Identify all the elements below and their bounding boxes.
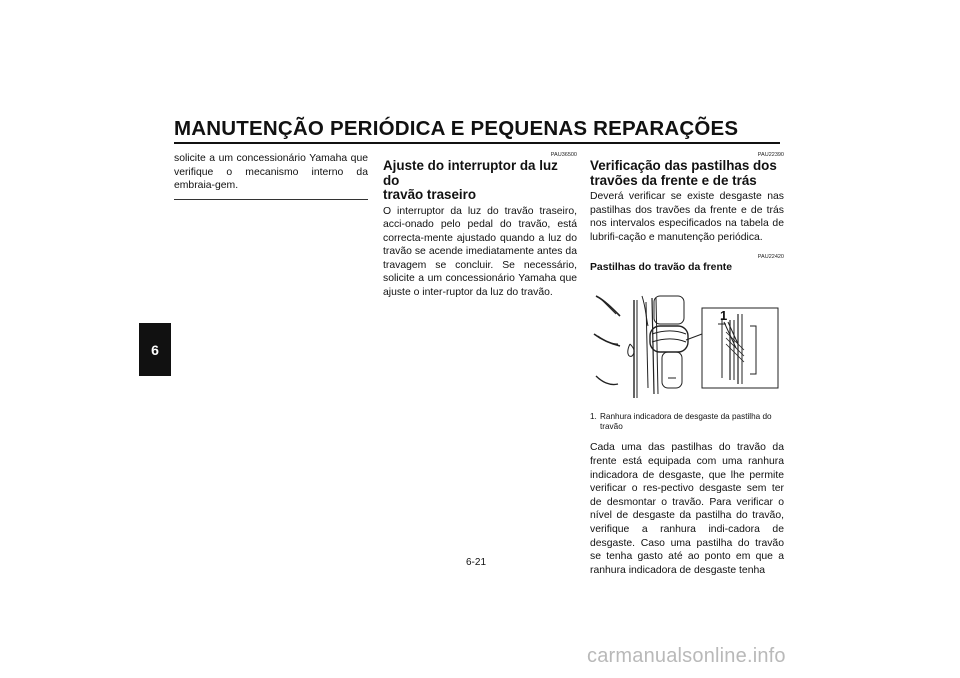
section-code: PAU36500 [550, 152, 577, 158]
section-body: Cada uma das pastilhas do travão da frente está equipada com uma ranhura indicadora de desgaste, que lhe permite verificar o res-pectivo desgaste sem ter de desmontar o travão. Para verificar o nível de desgaste da pastilha do travão, verifique a ranhura indi-cadora de desgaste. Caso uma pastilha do travão se tenha gasto até ao ponto em que a ranhura indicadora de desgaste tenha [590, 442, 784, 576]
watermark: carmanualsonline.info [587, 645, 786, 667]
section-title-line-1: Verificação das pastilhas dos [590, 158, 777, 173]
header-rule [174, 142, 780, 144]
column-3 [590, 152, 784, 577]
section-title-line-1: Ajuste do interruptor da luz do [383, 158, 558, 188]
brake-pad-figure [590, 278, 784, 410]
subsection-title-front-brake-pads: Pastilhas do travão da frente [590, 262, 733, 274]
column-2 [383, 152, 577, 300]
caption-text: Ranhura indicadora de desgaste da pastilha do travão [600, 412, 772, 432]
caption-number: 1. [590, 412, 597, 422]
section-body: O interruptor da luz do travão traseiro, acci-onado pelo pedal do travão, está correcta-mente ajustado quando a luz do travão se acende imediatamente antes da travagem se concluir. Se necessário, solicite a um concessionário Yamaha que ajuste o inter-ruptor da luz do travão. [383, 205, 577, 299]
section-title-line-2: travões da frente e de trás [590, 172, 757, 188]
section-title-brake-light-switch [383, 159, 577, 203]
section-title-line-2: travão traseiro [383, 187, 477, 202]
page-number: 6-21 [466, 557, 487, 568]
subsection-code: PAU22420 [757, 254, 784, 261]
column-1-text: solicite a um concessionário Yamaha que verifique o mecanismo interno da embraia-gem. [174, 153, 368, 192]
section-title-brake-pads [590, 159, 784, 188]
page-header-title: MANUTENÇÃO PERIÓDICA E PEQUENAS REPARAÇÕES [174, 117, 739, 140]
column-1 [174, 152, 368, 200]
brake-caliper-illustration [590, 278, 784, 410]
figure-callout: 1 [720, 308, 728, 324]
section-intro: Deverá verificar se existe desgaste nas pastilhas dos travões da frente e de trás nos intervalos especificados na tabela de lubrifi-cação e manutenção periódica. [590, 191, 784, 243]
chapter-tab: 6 [139, 323, 171, 376]
column-1-divider [174, 199, 368, 200]
figure-caption [590, 412, 784, 432]
section-code: PAU22390 [757, 152, 784, 158]
